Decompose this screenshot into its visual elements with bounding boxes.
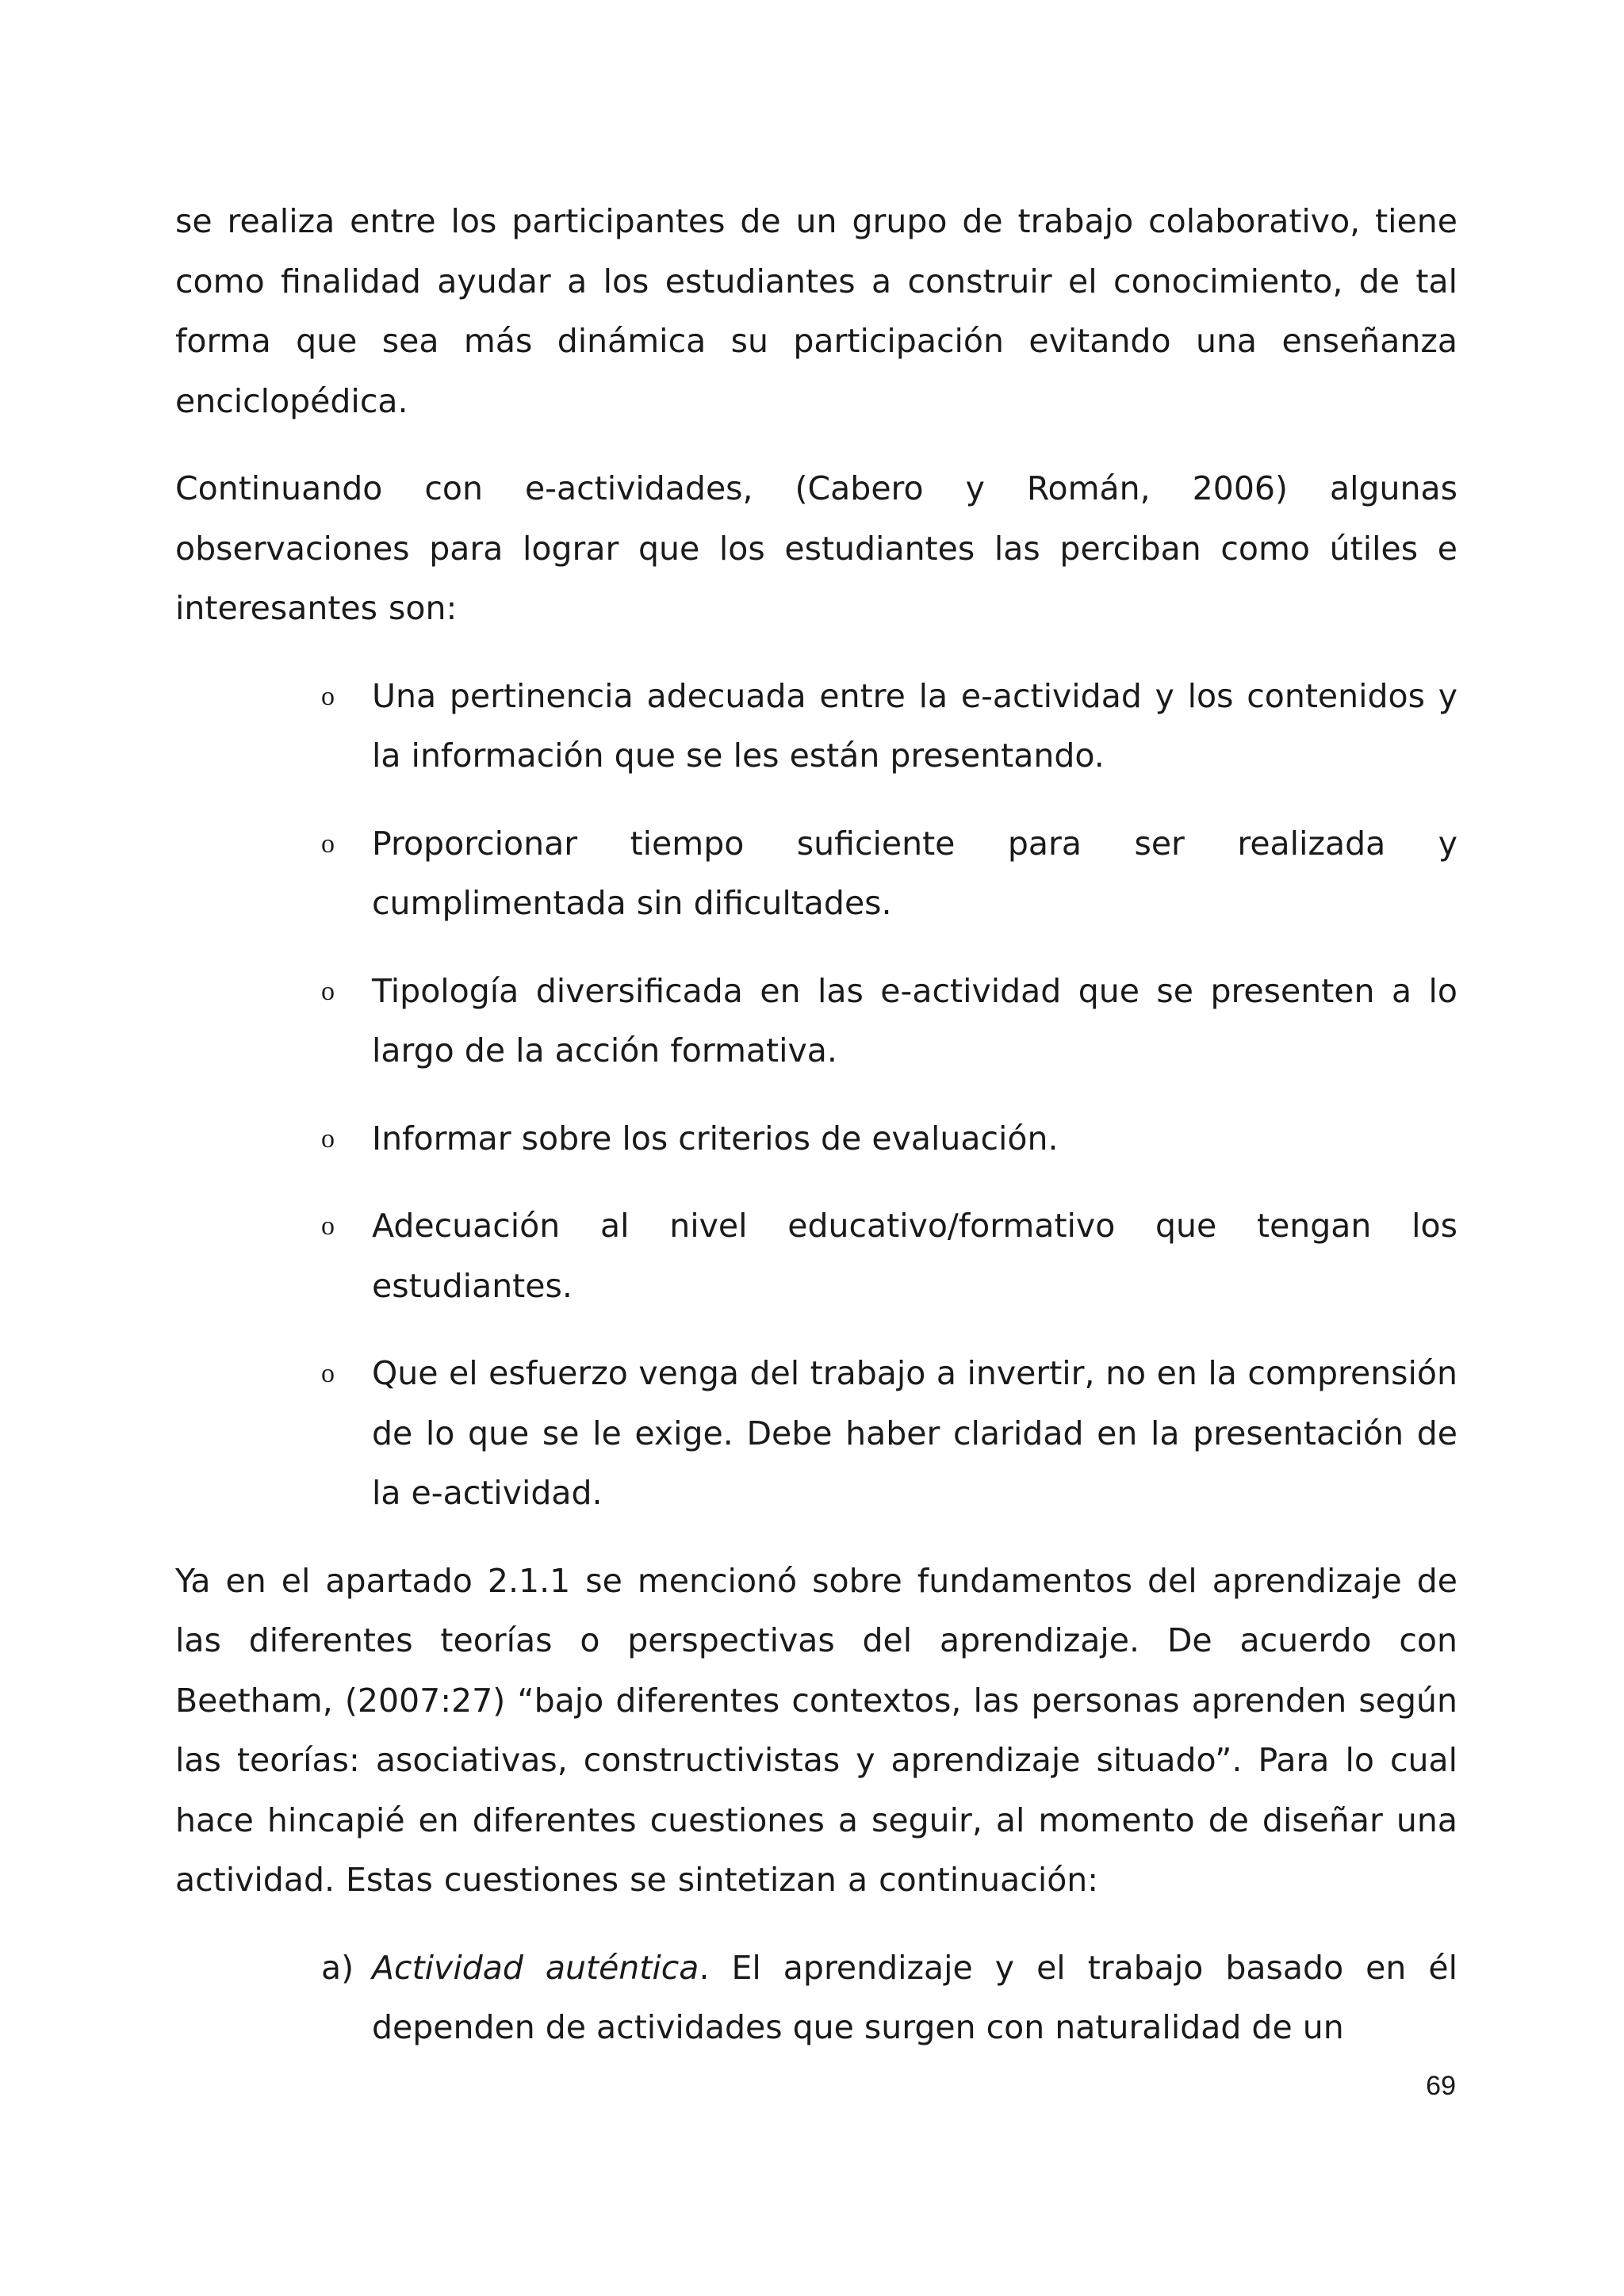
list-item	[175, 962, 1457, 1081]
paragraph-collaborative-work: se realiza entre los participantes de un grupo de trabajo colaborativo, tiene como finalidad ayudar a los estudiantes a construir el conocimiento, de tal forma que sea más dinámica su participación evitando una enseñanza enciclopédica.	[175, 202, 1457, 420]
alpha-item-text: . El aprendizaje y el trabajo basado en él dependen de actividades que surgen con naturalidad de un	[372, 1948, 1458, 2046]
page-number: 69	[1426, 2071, 1456, 2101]
bullet-circle-icon: o	[321, 681, 335, 711]
list-item-text: Una pertinencia adecuada entre la e-actividad y los contenidos y la información que se les están presentando.	[372, 676, 1457, 775]
list-item	[175, 1196, 1457, 1316]
paragraph-learning-theories: Ya en el apartado 2.1.1 se mencionó sobre fundamentos del aprendizaje de las diferentes teorías o perspectivas del aprendizaje. De acuerdo con Beetham, (2007:27) “bajo diferentes contextos, las personas aprenden según las teorías: asociativas, constructivistas y aprendizaje situado”. Para lo cual hace hincapié en diferentes cuestiones a seguir, al momento de diseñar una actividad. Estas cuestiones se sintetizan a continuación:	[175, 1561, 1457, 1899]
bullet-circle-icon: o	[321, 828, 335, 859]
bullet-circle-icon: o	[321, 976, 335, 1006]
bullet-circle-icon: o	[321, 1123, 335, 1154]
list-item-text: Que el esfuerzo venga del trabajo a invertir, no en la comprensión de lo que se le exige. Debe haber claridad en la presentación de la e-actividad.	[372, 1354, 1457, 1512]
alpha-list-marker: a)	[321, 1948, 354, 1987]
list-item	[175, 667, 1457, 786]
list-item-text: Proporcionar tiempo suficiente para ser realizada y cumplimentada sin dificultades.	[372, 824, 1457, 922]
alpha-list-item-authentic-activity	[175, 1938, 1457, 2058]
list-item	[175, 814, 1457, 934]
list-item-text: Adecuación al nivel educativo/formativo que tengan los estudiantes.	[372, 1207, 1457, 1305]
list-item	[175, 1109, 1457, 1169]
list-item-text: Tipología diversificada en las e-actividad que se presenten a lo largo de la acción formativa.	[372, 971, 1457, 1070]
e-activities-observations-list	[175, 667, 1457, 1524]
paragraph-e-activities-intro: Continuando con e-actividades, (Cabero y Román, 2006) algunas observaciones para lograr que los estudiantes las perciban como útiles e interesantes son:	[175, 469, 1457, 627]
list-item-text: Informar sobre los criterios de evaluación.	[372, 1119, 1059, 1158]
bullet-circle-icon: o	[321, 1211, 335, 1241]
list-item	[175, 1344, 1457, 1524]
bullet-circle-icon: o	[321, 1359, 335, 1388]
body-text-column	[175, 192, 1457, 2058]
alpha-item-title: Actividad auténtica	[372, 1948, 699, 1987]
